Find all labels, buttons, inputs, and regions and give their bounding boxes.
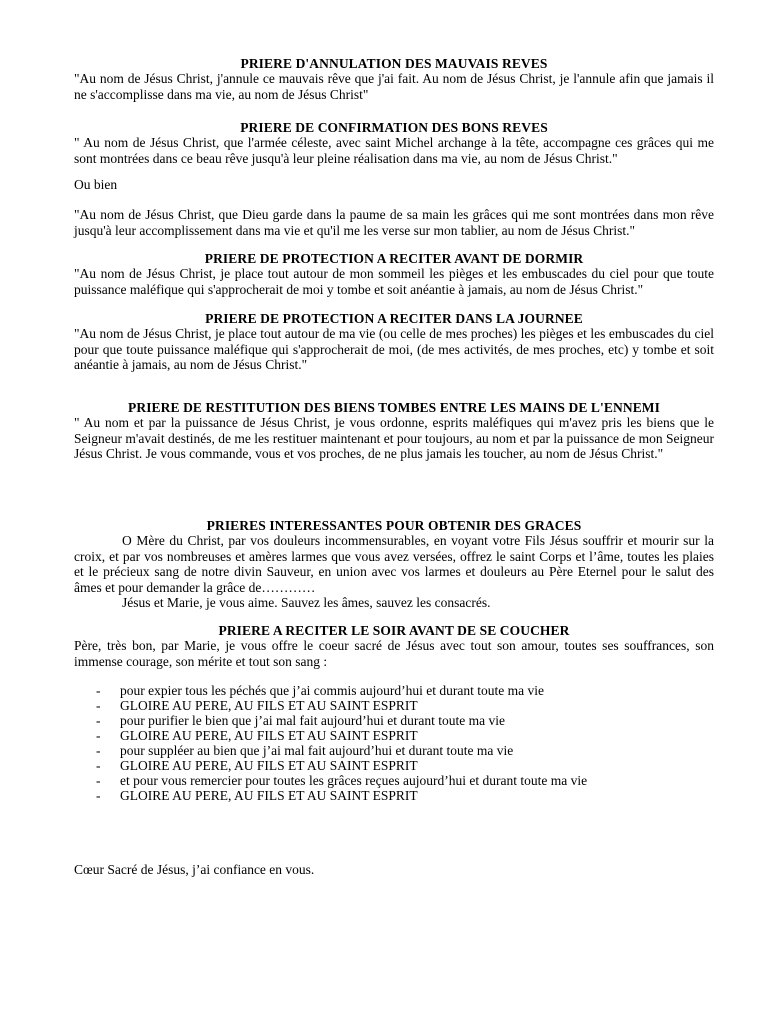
prayer-text: O Mère du Christ, par vos douleurs incommensurables, en voyant votre Fils Jésus souffrir et mourir sur la croix, et par vos nombreuses et amères larmes que vous avez versées, offrez le saint Corps et l’âme, toutes les plaies et le précieux sang de notre divin Sauveur, en union avec vos larmes et douleurs au Père Eternel pour le salut des âmes et pour demander la grâce de…………: [74, 533, 714, 595]
section-title: PRIERE DE PROTECTION A RECITER AVANT DE DORMIR: [204, 251, 584, 266]
section-title: PRIERE D'ANNULATION DES MAUVAIS REVES: [240, 56, 548, 71]
prayer-text: "Au nom de Jésus Christ, j'annule ce mauvais rêve que j'ai fait. Au nom de Jésus Christ, je l'annule afin que jamais il ne s'accomplisse dans ma vie, au nom de Jésus Christ": [74, 71, 714, 102]
section-protection-day: [74, 311, 714, 373]
list-item: - et pour vous remercier pour toutes les grâces reçues aujourd’hui et durant toute ma vie: [96, 773, 588, 788]
list-group: [74, 773, 714, 803]
list-item: - GLOIRE AU PERE, AU FILS ET AU SAINT ESPRIT: [96, 698, 418, 713]
evening-list: [74, 683, 714, 803]
prayer-intro: Père, très bon, par Marie, je vous offre le coeur sacré de Jésus avec tout son amour, toutes ses souffrances, son immense courage, son mérite et tout son sang :: [74, 638, 714, 669]
section-confirmation-alt: [74, 207, 714, 238]
section-restitution: [74, 400, 714, 462]
section-title: PRIERE DE PROTECTION A RECITER DANS LA JOURNEE: [205, 311, 583, 326]
closing-text: Cœur Sacré de Jésus, j’ai confiance en vous.: [74, 862, 315, 877]
section-confirmation: [74, 120, 714, 166]
list-group: [74, 743, 714, 773]
prayer-text: "Au nom de Jésus Christ, je place tout autour de mon sommeil les pièges et les embuscades du ciel pour que toute puissance maléfique qui s'approcherait de moi y tombe et soit anéantie à jamais, au nom de Jésus Christ.": [74, 266, 714, 297]
prayer-text: "Au nom de Jésus Christ, que Dieu garde dans la paume de sa main les grâces qui me sont montrées dans mon rêve jusqu'à leur accomplissement dans ma vie et qu'il me les verse sur mon tablier, au nom de Jésus Christ.": [74, 207, 714, 238]
prayer-text: " Au nom et par la puissance de Jésus Christ, je vous ordonne, esprits maléfiques qui m'avez pris les biens que le Seigneur m'avait destinés, de me les restituer maintenant et pour toujours, au nom et par la puissance de mon Seigneur Jésus Christ. Je vous commande, vous et vos proches, de ne plus jamais les toucher, au nom de Jésus Christ.": [74, 415, 714, 461]
prayer-text: " Au nom de Jésus Christ, que l'armée céleste, avec saint Michel archange à la tête, accompagne ces grâces qui me sont montrées dans ce beau rêve jusqu'à leur pleine réalisation dans ma vie, au nom de Jésus Christ.": [74, 135, 714, 166]
list-item: - pour purifier le bien que j’ai mal fait aujourd’hui et durant toute ma vie: [96, 713, 505, 728]
section-graces: [74, 518, 714, 611]
list-item: - GLOIRE AU PERE, AU FILS ET AU SAINT ESPRIT: [96, 758, 418, 773]
section-title: PRIERE DE CONFIRMATION DES BONS REVES: [240, 120, 548, 135]
section-closing: [74, 862, 714, 878]
prayer-text: Jésus et Marie, je vous aime. Sauvez les âmes, sauvez les consacrés.: [122, 595, 491, 610]
section-confirmation-alt-label: [74, 177, 714, 193]
list-group: [74, 683, 714, 713]
list-item: - GLOIRE AU PERE, AU FILS ET AU SAINT ESPRIT: [96, 788, 418, 803]
section-evening: [74, 623, 714, 669]
section-title: PRIERE A RECITER LE SOIR AVANT DE SE COUCHER: [218, 623, 570, 638]
section-title: PRIERE DE RESTITUTION DES BIENS TOMBES ENTRE LES MAINS DE L'ENNEMI: [128, 400, 660, 415]
list-item: - GLOIRE AU PERE, AU FILS ET AU SAINT ESPRIT: [96, 728, 418, 743]
list-item: - pour suppléer au bien que j’ai mal fait aujourd’hui et durant toute ma vie: [96, 743, 514, 758]
alternative-label: Ou bien: [74, 177, 118, 192]
list-item: - pour expier tous les péchés que j’ai commis aujourd’hui et durant toute ma vie: [96, 683, 545, 698]
section-annulation: [74, 56, 714, 102]
prayer-text: "Au nom de Jésus Christ, je place tout autour de ma vie (ou celle de mes proches) les pièges et les embuscades du ciel pour que toute puissance maléfique qui s'approcherait de moi, (de mes activités, de mes proches, etc) y tombe et soit anéantie à jamais, au nom de Jésus Christ.": [74, 326, 714, 372]
section-protection-night: [74, 251, 714, 297]
section-title: PRIERES INTERESSANTES POUR OBTENIR DES GRACES: [206, 518, 582, 533]
list-group: [74, 713, 714, 743]
